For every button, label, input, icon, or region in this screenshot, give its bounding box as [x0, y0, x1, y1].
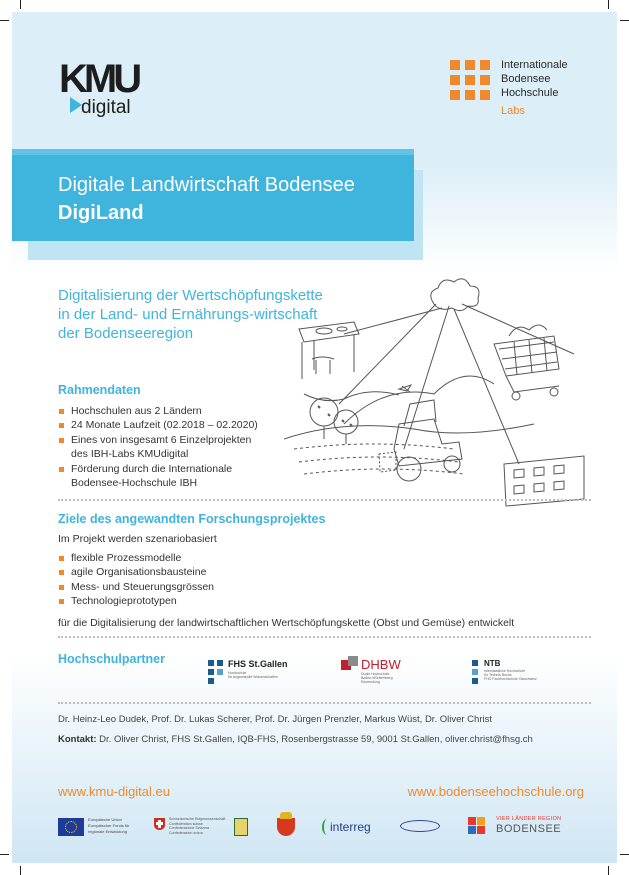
contact-details[interactable]: Dr. Oliver Christ, FHS St.Gallen, IQB-FHS, Rosenbergstrasse 59, 9001 St.Gallen, oliver.christ@fhsg.ch — [99, 734, 533, 745]
list-item: 24 Monate Laufzeit (02.2018 – 02.2020) — [58, 418, 268, 432]
farm-sketch-illustration — [284, 274, 594, 514]
ziele-heading: Ziele des angewandten Forschungsprojektes — [58, 512, 326, 526]
ibh-labs-logo — [450, 58, 600, 138]
kmu-digital-logo — [59, 59, 139, 129]
crop-mark — [0, 854, 9, 855]
canton-crest-icon — [234, 818, 248, 836]
divider — [58, 702, 591, 704]
ziele-list — [58, 551, 358, 609]
cloud-icon — [431, 279, 479, 311]
crop-mark — [620, 854, 629, 855]
page-subtitle: DigiLand — [58, 202, 144, 224]
ibh-labs-text: Labs — [501, 105, 525, 117]
ziele-intro: Im Projekt werden szenariobasiert — [58, 533, 217, 545]
divider — [58, 499, 591, 501]
project-team: Dr. Heinz-Leo Dudek, Prof. Dr. Lukas Scherer, Prof. Dr. Jürgen Prenzler, Markus Wüst, Dr. Oliver Christ — [58, 714, 492, 725]
crop-mark — [620, 20, 629, 21]
ibh-squares-icon — [450, 58, 490, 100]
list-item: agile Organisationsbausteine — [58, 565, 358, 579]
list-item: Hochschulen aus 2 Ländern — [58, 404, 268, 418]
bodensee-konferenz-logo — [400, 814, 442, 838]
dhbw-logo: DHBW Duale Hochschule Baden-Württemberg Ravensburg — [341, 656, 441, 686]
page-title: Digitale Landwirtschaft Bodensee — [58, 174, 355, 196]
fhs-st-gallen-logo: FHS St.Gallen Hochschule für Angewandte Wissenschaften — [208, 658, 318, 688]
crop-mark — [0, 20, 9, 21]
list-item: Mess- und Steuerungsgrössen — [58, 580, 358, 594]
rahmendaten-list — [58, 404, 268, 490]
list-item: flexible Prozessmodelle — [58, 551, 358, 565]
four-squares-icon — [468, 817, 486, 835]
eu-flag-icon — [58, 818, 84, 836]
kmu-logo-text: KMU — [59, 57, 139, 101]
swiss-shield-icon — [154, 818, 165, 830]
ibh-logo-text: Internationale Bodensee Hochschule — [501, 59, 568, 99]
swiss-confederation-logo: Schweizerische Eidgenossenschaft Confédération suisse Confederazione Svizzera Confederaziun svizra — [154, 816, 249, 838]
list-item: Förderung durch die Internationale Bodensee-Hochschule IBH — [58, 462, 268, 491]
kmu-digital-link[interactable]: www.kmu-digital.eu — [58, 784, 170, 799]
bodenseehochschule-link[interactable]: www.bodenseehochschule.org — [407, 784, 584, 799]
poster-sheet — [12, 12, 617, 863]
bodensee-region-logo: VIER LÄNDER REGION BODENSEE — [468, 815, 578, 837]
crop-mark — [20, 0, 21, 9]
divider — [58, 636, 591, 638]
interreg-logo: interreg — [322, 817, 382, 837]
contact-line: Kontakt: Dr. Oliver Christ, FHS St.Gallen, IQB-FHS, Rosenbergstrasse 59, 9001 St.Gallen, oliver.christ@fhsg.ch — [58, 734, 533, 745]
partner-heading: Hochschulpartner — [58, 652, 165, 666]
rahmendaten-heading: Rahmendaten — [58, 383, 141, 397]
kmu-logo-subtext: digital — [81, 97, 131, 118]
liechtenstein-crest-icon — [277, 812, 295, 836]
ziele-outro: für die Digitalisierung der landwirtschaftlichen Wertschöpfungskette (Obst und Gemüse) entwickelt — [58, 617, 515, 629]
crop-mark — [20, 866, 21, 875]
table-sketch — [299, 322, 359, 379]
ntb-logo: NTB Interstaatliche Hochschule für Technik Buchs FHO Fachhochschule Ostschweiz — [472, 658, 562, 688]
list-item: Eines von insgesamt 6 Einzelprojekten des IBH-Labs KMUdigital — [58, 433, 268, 462]
lake-shape-icon — [400, 820, 440, 832]
list-item: Technologieprototypen — [58, 594, 358, 608]
crop-mark — [608, 866, 609, 875]
eu-logo: Europäische Union Europäischer Fonds für regionale Entwicklung — [58, 816, 148, 838]
crop-mark — [608, 0, 609, 9]
intro-text: Digitalisierung der Wertschöpfungskette in der Land- und Ernährungs-wirtschaft der Bodenseeregion — [58, 287, 323, 342]
